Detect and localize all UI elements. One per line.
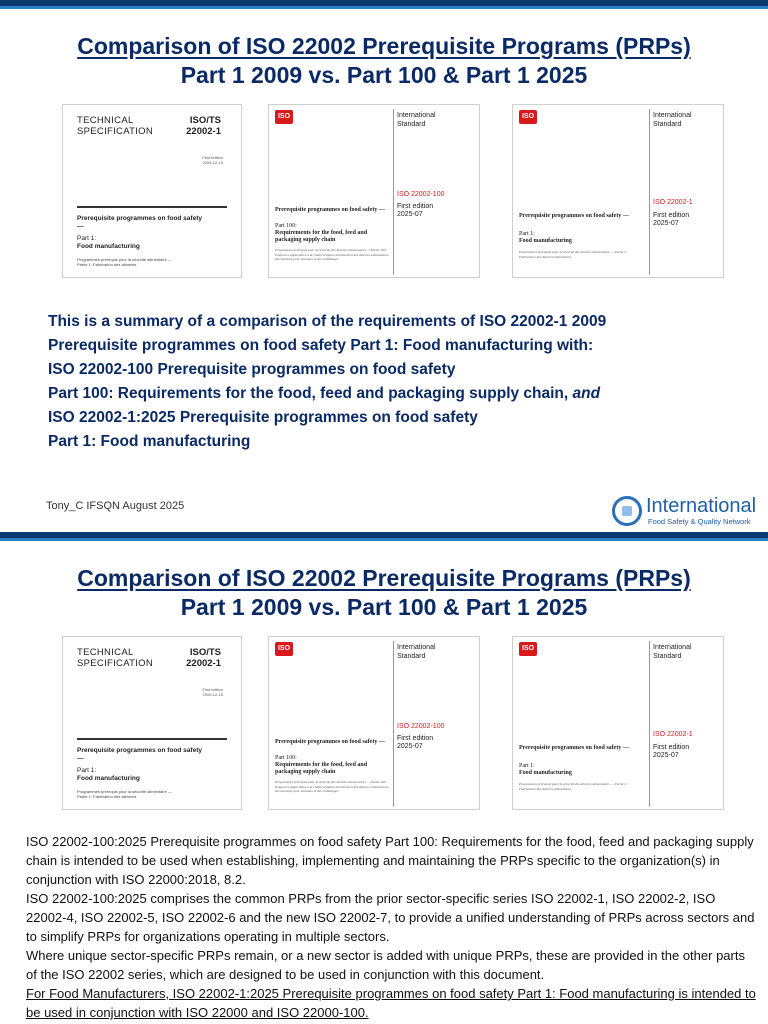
- cover-french-title: Programmes prérequis pour la sécurité alimentaire —: [77, 789, 172, 794]
- cover-standard-line-1: International: [397, 112, 436, 119]
- cover-title: Prerequisite programmes on food safety —: [275, 207, 385, 213]
- cover-standard-line-2: Standard: [397, 653, 426, 660]
- cover-subtitle: Food manufacturing: [77, 775, 140, 782]
- cover-code: ISO 22002-1: [653, 199, 693, 206]
- ifsqn-logo: [612, 494, 762, 528]
- cover-part: Part 1:: [519, 763, 535, 769]
- iso-logo-icon: ISO: [519, 642, 537, 656]
- iso-logo-icon: ISO: [519, 110, 537, 124]
- slide-title: [0, 564, 768, 622]
- cover-iso-ts-22002-1: [62, 636, 242, 810]
- cover-edition-date: 2025-07: [397, 743, 423, 750]
- body-paragraph: ISO 22002-100:2025 comprises the common PRPs from the prior sector-specific series ISO 22002-1, ISO 22002-2, ISO 22002-4, ISO 22002-5, ISO 22002-6 and the new ISO 22002-7, to provide a unified understanding of PRPs across sectors and to simplify PRPs for organizations operating in multiple sectors.: [26, 891, 755, 944]
- cover-standard-line-1: International: [653, 644, 692, 651]
- cover-subtitle: Food manufacturing: [519, 770, 572, 776]
- body-text: [26, 832, 756, 1022]
- globe-icon: [612, 496, 642, 526]
- cover-standard-line-2: Standard: [653, 121, 682, 128]
- cover-edition-date: 2025-07: [397, 211, 423, 218]
- iso-logo-icon: ISO: [275, 110, 293, 124]
- title-line-1: Comparison of ISO 22002 Prerequisite Programs (PRPs): [77, 33, 691, 59]
- footer-author: Tony_C IFSQN August 2025: [46, 500, 185, 512]
- cover-code-line-1: ISO/TS: [189, 647, 221, 658]
- cover-type-line-2: SPECIFICATION: [77, 658, 154, 669]
- logo-subtitle: Food Safety & Quality Network: [648, 517, 751, 526]
- body-paragraph-highlight: For Food Manufacturers, ISO 22002-1:2025 Prerequisite programmes on food safety Part 1: Food manufacturing is intended to be used in conjunction with ISO 22000 and ISO 22000-100.: [26, 986, 756, 1020]
- summary-text: [48, 310, 738, 454]
- cover-divider: [393, 641, 394, 807]
- cover-french-title: Programmes prérequis pour la sécurité des denrées alimentaires — Partie 100: Exigences applicables à la chaîne d'approvisionnement des denrées alimentaires, des aliments pour animaux et des emballages: [275, 248, 390, 261]
- cover-title: Prerequisite programmes on food safety —: [77, 215, 202, 230]
- title-line-2: Part 1 2009 vs. Part 100 & Part 1 2025: [180, 62, 588, 88]
- cover-standard-line-1: International: [397, 644, 436, 651]
- cover-rule: [77, 738, 227, 740]
- cover-part: Part 1:: [519, 231, 535, 237]
- cover-code: ISO 22002-100: [397, 191, 445, 198]
- cover-french-title: Programmes prérequis pour la sécurité des denrées alimentaires — Partie 100: Exigences applicables à la chaîne d'approvisionnement des denrées alimentaires, des aliments pour animaux et des emballages: [275, 780, 390, 793]
- cover-code-line-1: ISO/TS: [189, 115, 221, 126]
- summary-line: Part 1: Food manufacturing: [48, 433, 251, 450]
- cover-edition-date: 2009-12-15: [202, 692, 223, 697]
- cover-type-line-2: SPECIFICATION: [77, 126, 154, 137]
- cover-french-title: Programmes prérequis pour la sécurité des denrées alimentaires — Partie 1: Fabrication des denrées alimentaires: [519, 250, 628, 259]
- cover-code-line-2: 22002-1: [186, 126, 221, 137]
- body-paragraph: Where unique sector-specific PRPs remain, or a new sector is added with unique PRPs, these are provided in the other parts of the ISO 22002 series, which are designed to be used in conjunction with this document.: [26, 948, 745, 982]
- cover-iso-22002-1-2025: [512, 104, 724, 278]
- cover-standard-line-2: Standard: [653, 653, 682, 660]
- cover-french-title: Programmes prérequis pour la sécurité alimentaire —: [77, 257, 172, 262]
- cover-title: Prerequisite programmes on food safety —: [519, 745, 629, 751]
- cover-subtitle: Requirements for the food, feed and packaging supply chain: [275, 230, 368, 243]
- cover-edition-date: 2025-07: [653, 220, 679, 227]
- cover-edition: First edition: [653, 212, 690, 219]
- cover-standard-line-2: Standard: [397, 121, 426, 128]
- cover-edition: First edition: [202, 155, 223, 160]
- cover-iso-22002-100: [268, 636, 480, 810]
- cover-french-title: Programmes prérequis pour la sécurité des denrées alimentaires — Partie 1: Fabrication des denrées alimentaires: [519, 782, 628, 791]
- cover-code: ISO 22002-100: [397, 723, 445, 730]
- cover-title: Prerequisite programmes on food safety —: [77, 747, 202, 762]
- cover-standard-line-1: International: [653, 112, 692, 119]
- body-paragraph: ISO 22002-100:2025 Prerequisite programmes on food safety Part 100: Requirements for the food, feed and packaging supply chain is intended to be used when establishing, implementing and maintaining the PRPs specific to the organization(s) in conjunction with ISO 22000:2018, 8.2.: [26, 834, 754, 887]
- cover-french-part: Partie 1: Fabrication des aliments: [77, 794, 137, 799]
- cover-divider: [393, 109, 394, 275]
- cover-edition: First edition: [397, 735, 434, 742]
- summary-line: ISO 22002-1:2025 Prerequisite programmes on food safety: [48, 409, 478, 426]
- cover-code-line-2: 22002-1: [186, 658, 221, 669]
- cover-edition: First edition: [202, 687, 223, 692]
- cover-rule: [77, 206, 227, 208]
- cover-iso-22002-1-2025: [512, 636, 724, 810]
- summary-line: Prerequisite programmes on food safety Part 1: Food manufacturing with:: [48, 337, 594, 354]
- cover-part: Part 100:: [275, 755, 297, 761]
- cover-title: Prerequisite programmes on food safety —: [519, 213, 629, 219]
- cover-edition-date: 2009-12-15: [202, 160, 223, 165]
- cover-type-line-1: TECHNICAL: [77, 115, 134, 126]
- cover-title: Prerequisite programmes on food safety —: [275, 739, 385, 745]
- logo-name: International: [646, 495, 757, 517]
- cover-subtitle: Requirements for the food, feed and packaging supply chain: [275, 762, 368, 775]
- cover-subtitle: Food manufacturing: [519, 238, 572, 244]
- cover-iso-ts-22002-1: [62, 104, 242, 278]
- cover-edition: First edition: [653, 744, 690, 751]
- summary-line: Part 100: Requirements for the food, feed and packaging supply chain, and: [48, 385, 601, 402]
- title-line-1: Comparison of ISO 22002 Prerequisite Programs (PRPs): [77, 565, 691, 591]
- slide-title: [0, 32, 768, 90]
- cover-part: Part 100:: [275, 223, 297, 229]
- cover-subtitle: Food manufacturing: [77, 243, 140, 250]
- slide-2: [0, 532, 768, 1024]
- cover-french-part: Partie 1: Fabrication des aliments: [77, 262, 137, 267]
- cover-edition: First edition: [397, 203, 434, 210]
- cover-edition-date: 2025-07: [653, 752, 679, 759]
- cover-type-line-1: TECHNICAL: [77, 647, 134, 658]
- cover-divider: [649, 109, 650, 275]
- cover-divider: [649, 641, 650, 807]
- cover-part: Part 1:: [77, 235, 97, 242]
- summary-line: ISO 22002-100 Prerequisite programmes on food safety: [48, 361, 456, 378]
- cover-iso-22002-100: [268, 104, 480, 278]
- top-bar-accent: [0, 538, 768, 541]
- summary-and: and: [572, 385, 601, 402]
- cover-part: Part 1:: [77, 767, 97, 774]
- top-bar-accent: [0, 6, 768, 9]
- iso-logo-icon: ISO: [275, 642, 293, 656]
- cover-code: ISO 22002-1: [653, 731, 693, 738]
- title-line-2: Part 1 2009 vs. Part 100 & Part 1 2025: [180, 594, 588, 620]
- summary-line: This is a summary of a comparison of the requirements of ISO 22002-1 2009: [48, 313, 607, 330]
